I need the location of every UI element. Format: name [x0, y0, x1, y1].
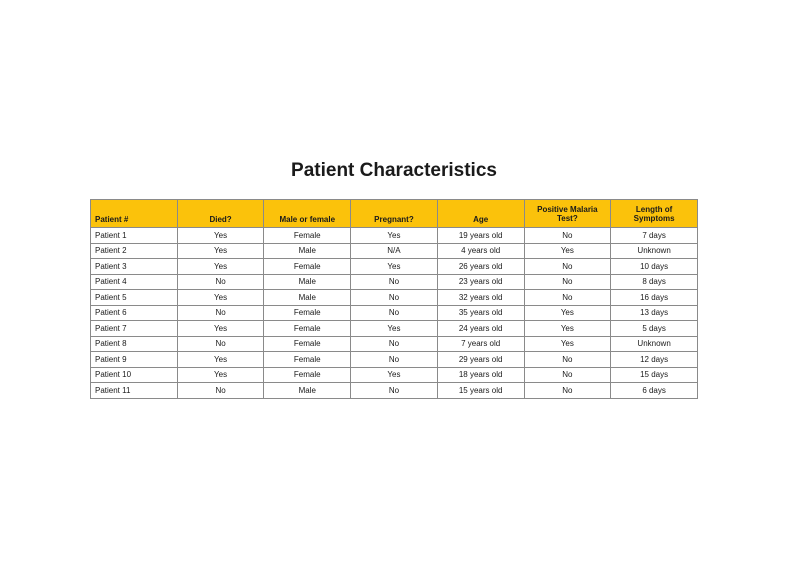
- cell-age: 4 years old: [437, 243, 524, 259]
- cell-pregnant: Yes: [351, 259, 438, 275]
- cell-age: 24 years old: [437, 321, 524, 337]
- cell-died: Yes: [177, 259, 264, 275]
- cell-age: 15 years old: [437, 383, 524, 399]
- header-patient-number: Patient #: [91, 200, 178, 228]
- table-row: [91, 383, 698, 399]
- cell-age: 26 years old: [437, 259, 524, 275]
- patient-table: [90, 199, 698, 399]
- cell-patient-number: Patient 10: [91, 367, 178, 383]
- page-title: Patient Characteristics: [291, 160, 497, 181]
- cell-symptom-length: 16 days: [611, 290, 698, 306]
- cell-malaria-test: Yes: [524, 243, 611, 259]
- cell-patient-number: Patient 9: [91, 352, 178, 368]
- cell-died: No: [177, 336, 264, 352]
- cell-symptom-length: 12 days: [611, 352, 698, 368]
- cell-sex: Female: [264, 336, 351, 352]
- header-malaria-test: Positive Malaria Test?: [524, 200, 611, 228]
- cell-died: Yes: [177, 367, 264, 383]
- table-row: [91, 305, 698, 321]
- cell-died: No: [177, 305, 264, 321]
- cell-age: 35 years old: [437, 305, 524, 321]
- cell-patient-number: Patient 3: [91, 259, 178, 275]
- header-age: Age: [437, 200, 524, 228]
- cell-symptom-length: Unknown: [611, 336, 698, 352]
- cell-malaria-test: No: [524, 274, 611, 290]
- header-symptom-length: Length of Symptoms: [611, 200, 698, 228]
- cell-sex: Female: [264, 367, 351, 383]
- cell-malaria-test: Yes: [524, 336, 611, 352]
- cell-malaria-test: Yes: [524, 321, 611, 337]
- cell-age: 32 years old: [437, 290, 524, 306]
- cell-symptom-length: 7 days: [611, 228, 698, 244]
- table-header-row: [91, 200, 698, 228]
- cell-pregnant: Yes: [351, 228, 438, 244]
- cell-sex: Female: [264, 305, 351, 321]
- cell-died: Yes: [177, 228, 264, 244]
- cell-symptom-length: 8 days: [611, 274, 698, 290]
- cell-malaria-test: No: [524, 259, 611, 275]
- cell-malaria-test: Yes: [524, 305, 611, 321]
- table-row: [91, 259, 698, 275]
- cell-symptom-length: 10 days: [611, 259, 698, 275]
- cell-symptom-length: 5 days: [611, 321, 698, 337]
- cell-pregnant: No: [351, 305, 438, 321]
- table-row: [91, 336, 698, 352]
- table-row: [91, 290, 698, 306]
- cell-died: Yes: [177, 352, 264, 368]
- cell-symptom-length: 15 days: [611, 367, 698, 383]
- cell-patient-number: Patient 6: [91, 305, 178, 321]
- cell-pregnant: Yes: [351, 367, 438, 383]
- cell-pregnant: No: [351, 290, 438, 306]
- cell-pregnant: No: [351, 274, 438, 290]
- cell-sex: Female: [264, 321, 351, 337]
- cell-died: Yes: [177, 290, 264, 306]
- cell-pregnant: No: [351, 352, 438, 368]
- table-row: [91, 321, 698, 337]
- cell-patient-number: Patient 7: [91, 321, 178, 337]
- cell-pregnant: Yes: [351, 321, 438, 337]
- cell-pregnant: No: [351, 383, 438, 399]
- cell-patient-number: Patient 8: [91, 336, 178, 352]
- cell-malaria-test: No: [524, 352, 611, 368]
- cell-age: 29 years old: [437, 352, 524, 368]
- cell-malaria-test: No: [524, 383, 611, 399]
- cell-sex: Female: [264, 352, 351, 368]
- header-died: Died?: [177, 200, 264, 228]
- cell-symptom-length: 13 days: [611, 305, 698, 321]
- cell-symptom-length: Unknown: [611, 243, 698, 259]
- cell-died: Yes: [177, 321, 264, 337]
- table-row: [91, 367, 698, 383]
- cell-patient-number: Patient 1: [91, 228, 178, 244]
- cell-pregnant: N/A: [351, 243, 438, 259]
- cell-malaria-test: No: [524, 290, 611, 306]
- cell-pregnant: No: [351, 336, 438, 352]
- cell-sex: Female: [264, 259, 351, 275]
- table-row: [91, 243, 698, 259]
- cell-sex: Female: [264, 228, 351, 244]
- cell-malaria-test: No: [524, 228, 611, 244]
- cell-age: 7 years old: [437, 336, 524, 352]
- table-row: [91, 352, 698, 368]
- cell-patient-number: Patient 2: [91, 243, 178, 259]
- cell-died: No: [177, 383, 264, 399]
- cell-age: 23 years old: [437, 274, 524, 290]
- cell-malaria-test: No: [524, 367, 611, 383]
- cell-age: 18 years old: [437, 367, 524, 383]
- table-row: [91, 274, 698, 290]
- table-row: [91, 228, 698, 244]
- cell-patient-number: Patient 4: [91, 274, 178, 290]
- cell-died: Yes: [177, 243, 264, 259]
- cell-sex: Male: [264, 243, 351, 259]
- header-sex: Male or female: [264, 200, 351, 228]
- cell-symptom-length: 6 days: [611, 383, 698, 399]
- cell-patient-number: Patient 11: [91, 383, 178, 399]
- cell-died: No: [177, 274, 264, 290]
- cell-patient-number: Patient 5: [91, 290, 178, 306]
- header-pregnant: Pregnant?: [351, 200, 438, 228]
- cell-age: 19 years old: [437, 228, 524, 244]
- cell-sex: Male: [264, 383, 351, 399]
- cell-sex: Male: [264, 290, 351, 306]
- cell-sex: Male: [264, 274, 351, 290]
